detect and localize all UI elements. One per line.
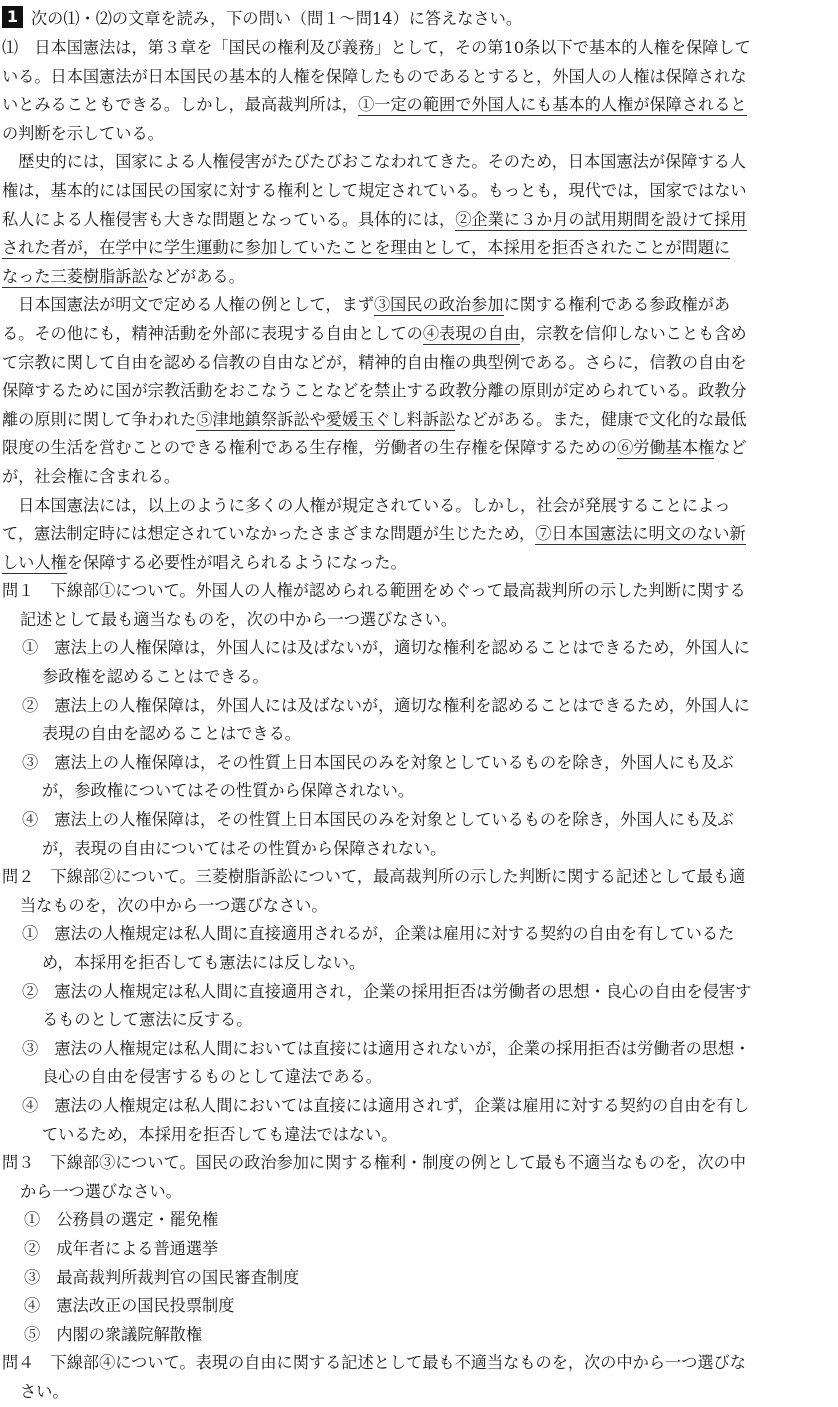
answer-option-4[interactable] <box>2 806 834 835</box>
answer-option-3[interactable] <box>2 1035 834 1064</box>
text-line: 日本国憲法には，以上のように多くの人権が規定されている。しかし，社会が発展することによっ <box>2 495 731 515</box>
option-text-cont: るものとして憲法に反する。 <box>42 1010 253 1030</box>
option-text: 公務員の選定・罷免権 <box>40 1210 219 1230</box>
underline-1: ①一定の範囲で外国人にも基本的人権が保障されると <box>358 95 747 115</box>
option-text-cont: 表現の自由を認めることはできる。 <box>42 724 301 744</box>
text-line <box>2 206 834 235</box>
passage-paragraph-2 <box>2 148 834 291</box>
underline-7-end: しい人権 <box>2 552 67 572</box>
underline-3: ③国民の政治参加 <box>374 295 504 315</box>
option-number: ③ <box>24 1267 41 1287</box>
option-text: 憲法の人権規定は私人間に直接適用されるが，企業は雇用に対する契約の自由を有しているた <box>38 924 735 944</box>
underline-2-end: なった三菱樹脂訴訟 <box>2 266 148 286</box>
text-line <box>2 91 834 120</box>
text-line: ⑴ 日本国憲法は，第３章を「国民の権利及び義務」として，その第10条以下で基本的人権を保障して <box>2 38 751 57</box>
question-label: 問１ <box>2 581 35 601</box>
option-number: ④ <box>22 1095 39 1115</box>
text-line <box>2 263 834 292</box>
option-text: 憲法上の人権保障は，外国人には及ばないが，適切な権利を認めることはできるため，外国人に <box>38 638 750 658</box>
underline-6: ⑥労働基本権 <box>617 438 715 458</box>
option-text-cont: 参政権を認めることはできる。 <box>42 667 269 687</box>
text-span: に関する権利である参政権があ <box>503 295 731 315</box>
text-line: の判断を示している。 <box>2 123 164 143</box>
answer-option-1[interactable] <box>2 920 834 949</box>
text-span: などがある。また，健康で文化的な最低 <box>455 409 747 429</box>
option-number: ⑤ <box>24 1324 41 1344</box>
question-stem <box>2 577 834 606</box>
option-text: 最高裁判所裁判官の国民審査制度 <box>40 1267 300 1287</box>
underline-2: ②企業に３か月の試用期間を設けて採用 <box>455 209 747 229</box>
section-header <box>2 4 834 34</box>
text-span: を保障する必要性が唱えられるようになった。 <box>66 552 407 572</box>
answer-option-1[interactable] <box>2 634 834 663</box>
question-stem <box>2 1149 834 1178</box>
option-number: ③ <box>22 1038 39 1058</box>
option-text: 憲法の人権規定は私人間においては直接には適用されず，企業は雇用に対する契約の自由を有し <box>38 1095 750 1115</box>
text-line: 権は，基本的には国民の国家に対する権利として規定されている。もっとも，現代では，国家ではない <box>2 180 747 200</box>
text-span: 下線部③について。国民の政治参加に関する権利・制度の例として最も不適当なものを，次の中 <box>34 1153 746 1173</box>
answer-option-2[interactable] <box>2 1235 834 1264</box>
option-text-cont: め，本採用を拒否しても憲法には反しない。 <box>42 953 366 972</box>
option-number: ④ <box>24 1296 41 1316</box>
text-span: 日本国憲法が明文で定める人権の例として，まず <box>2 295 374 315</box>
question-stem-cont: 当なものを，次の中から一つ選びなさい。 <box>20 895 328 915</box>
underline-2-cont: された者が，在学中に学生運動に参加していたことを理由として，本採用を拒否されたことが問題に <box>2 238 731 258</box>
text-span: いとみることもできる。しかし，最高裁判所は， <box>2 95 359 115</box>
question-3 <box>2 1149 834 1349</box>
text-line: 歴史的には，国家による人権侵害がたびたびおこなわれてきた。そのため，日本国憲法が保障する人 <box>2 152 746 172</box>
text-span: 下線部①について。外国人の人権が認められる範囲をめぐって最高裁判所の示した判断に関する <box>34 581 746 601</box>
passage-paragraph-3 <box>2 291 834 491</box>
answer-option-4[interactable] <box>2 1292 834 1321</box>
question-stem-cont: 記述として最も適当なものを，次の中から一つ選びなさい。 <box>20 609 458 629</box>
option-text: 憲法上の人権保障は，その性質上日本国民のみを対象としているものを除き，外国人にも及ぶ <box>38 810 734 830</box>
option-text-cont: が，表現の自由についてはその性質から保障されない。 <box>42 838 447 858</box>
text-span: など <box>714 438 747 458</box>
question-label: 問４ <box>2 1353 35 1373</box>
question-label: 問３ <box>2 1153 35 1173</box>
underline-4: ④表現の自由 <box>422 323 520 343</box>
option-text: 憲法改正の国民投票制度 <box>40 1296 235 1316</box>
option-number: ② <box>24 1238 41 1258</box>
option-text: 憲法の人権規定は私人間においては直接には適用されないが，企業の採用拒否は労働者の思想・ <box>38 1038 751 1058</box>
text-line <box>2 549 834 578</box>
answer-option-2[interactable] <box>2 978 834 1007</box>
text-line <box>2 434 834 463</box>
text-span: 私人による人権侵害も大きな問題となっている。具体的には， <box>2 209 456 229</box>
text-line <box>2 234 834 263</box>
text-line: て宗教に関して自由を認める信教の自由などが，精神的自由権の典型例である。さらに，信教の自由を <box>2 352 747 372</box>
section-number-box: 1 <box>2 6 23 28</box>
question-stem <box>2 1349 834 1378</box>
option-text: 憲法の人権規定は私人間に直接適用され，企業の採用拒否は労働者の思想・良心の自由を侵害す <box>38 981 752 1001</box>
option-text: 成年者による普通選挙 <box>40 1238 219 1258</box>
question-4 <box>2 1349 834 1406</box>
text-line: 保障するために国が宗教活動をおこなうことなどを禁止する政教分離の原則が定められている。政教分 <box>2 381 747 401</box>
text-span: ，宗教を信仰しないことも含め <box>520 323 747 343</box>
answer-option-3[interactable] <box>2 1264 834 1293</box>
answer-option-5[interactable] <box>2 1321 834 1350</box>
text-line <box>2 320 834 349</box>
text-line <box>2 291 834 320</box>
option-text: 憲法上の人権保障は，その性質上日本国民のみを対象としているものを除き，外国人にも及ぶ <box>38 752 734 772</box>
text-span: 限度の生活を営むことのできる権利である生存権，労働者の生存権を保障するための <box>2 438 618 458</box>
answer-option-2[interactable] <box>2 692 834 721</box>
option-text: 内閣の衆議院解散権 <box>40 1324 203 1344</box>
question-2 <box>2 863 834 1149</box>
underline-7: ⑦日本国憲法に明文のない新 <box>535 524 746 544</box>
question-stem-cont: から一つ選びなさい。 <box>20 1181 182 1201</box>
question-stem <box>2 863 834 892</box>
text-span: 離の原則に関して争われた <box>2 409 197 429</box>
option-number: ② <box>22 981 39 1001</box>
text-line <box>2 520 834 549</box>
text-line: いる。日本国憲法が日本国民の基本的人権を保障したものであるとすると，外国人の人権は保障されな <box>2 66 747 86</box>
section-instruction: 次の⑴・⑵の文章を読み，下の問い（問１～問14）に答えなさい。 <box>31 9 523 28</box>
text-line <box>2 406 834 435</box>
option-text-cont: が，参政権についてはその性質から保障されない。 <box>42 781 414 801</box>
option-text-cont: 良心の自由を侵害するものとして違法である。 <box>42 1067 382 1087</box>
option-number: ① <box>22 638 39 658</box>
text-span: 下線部②について。三菱樹脂訴訟について，最高裁判所の示した判断に関する記述として最も適 <box>34 867 746 887</box>
answer-option-4[interactable] <box>2 1092 834 1121</box>
text-span: て，憲法制定時には想定されていなかったさまざまな問題が生じたため， <box>2 524 536 544</box>
question-stem-cont: さい。 <box>20 1381 69 1401</box>
text-span: 下線部④について。表現の自由に関する記述として最も不適当なものを，次の中から一つ選びな <box>34 1353 746 1373</box>
option-number: ③ <box>22 752 39 772</box>
answer-option-1[interactable] <box>2 1206 834 1235</box>
passage-paragraph-4 <box>2 492 834 578</box>
text-line: が，社会権に含まれる。 <box>2 466 181 486</box>
option-text-cont: ているため，本採用を拒否しても違法ではない。 <box>42 1124 398 1144</box>
option-number: ② <box>22 695 39 715</box>
option-number: ④ <box>22 810 39 830</box>
exam-page <box>2 4 834 1407</box>
text-span: などがある。 <box>147 266 245 286</box>
text-span: る。その他にも，精神活動を外部に表現する自由としての <box>2 323 423 343</box>
passage-paragraph-1 <box>2 34 834 148</box>
answer-option-3[interactable] <box>2 749 834 778</box>
question-label: 問２ <box>2 867 35 887</box>
option-number: ① <box>24 1210 41 1230</box>
option-text: 憲法上の人権保障は，外国人には及ばないが，適切な権利を認めることはできるため，外国人に <box>38 695 750 715</box>
question-1 <box>2 577 834 863</box>
underline-5: ⑤津地鎮祭訴訟や愛媛玉ぐし料訴訟 <box>196 409 456 429</box>
option-number: ① <box>22 924 39 944</box>
